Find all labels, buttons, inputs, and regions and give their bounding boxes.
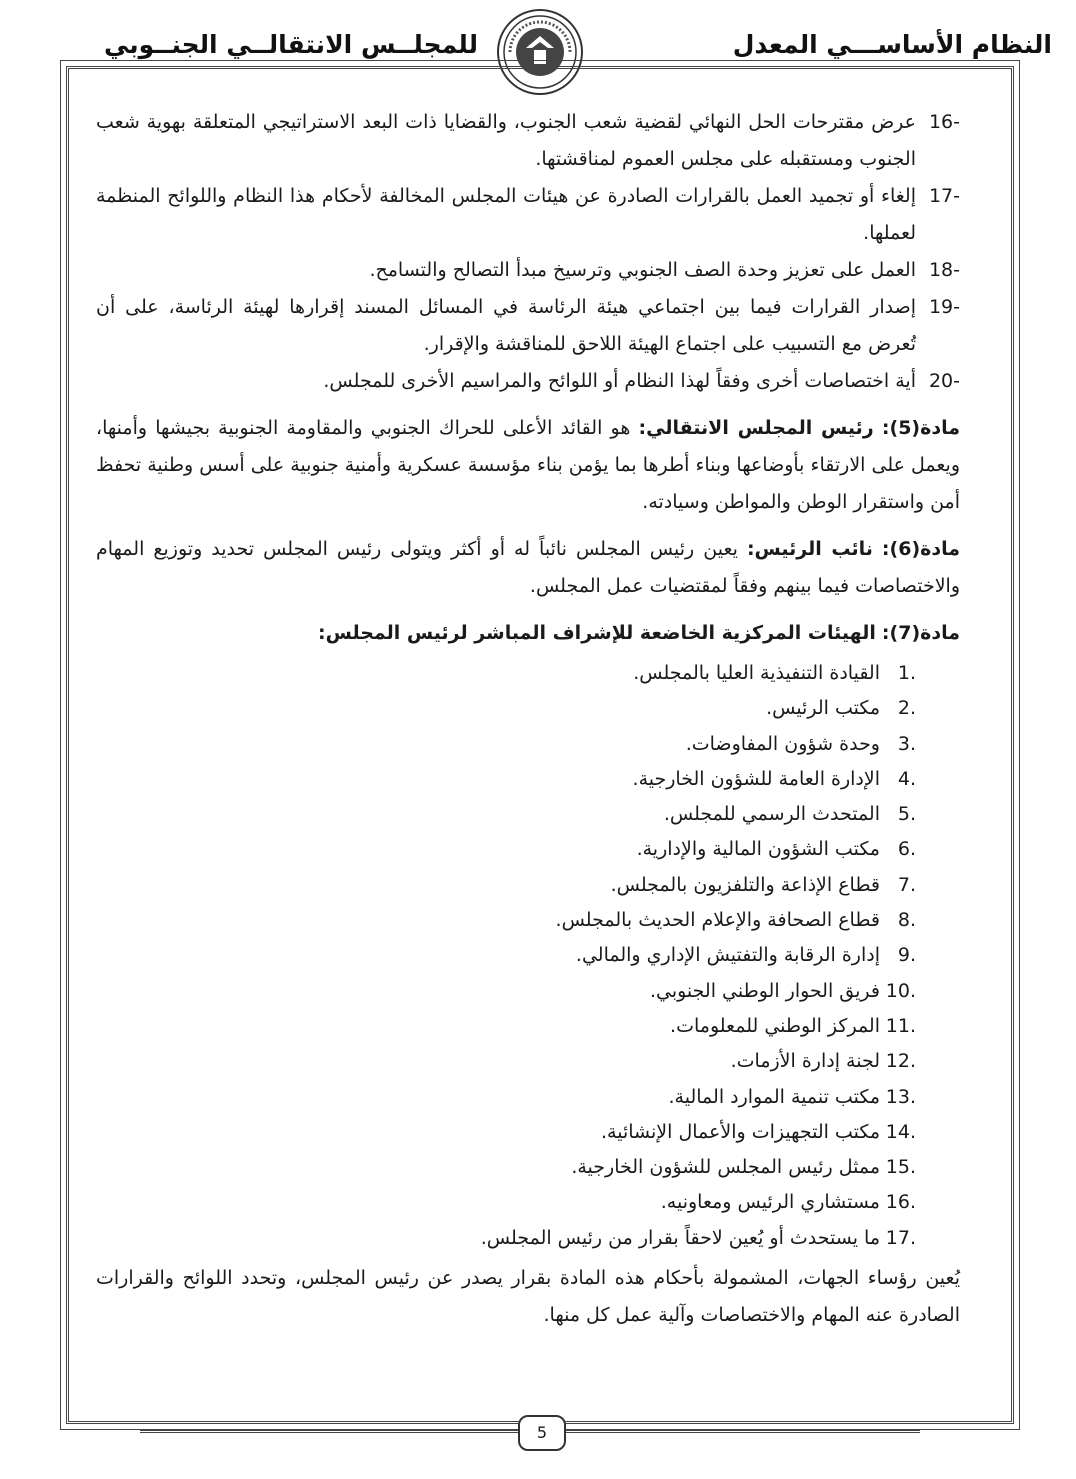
article-body: هو القائد الأعلى للحراك الجنوبي والمقاومة الجنوبية بجيشها وأمنها، ويعمل على الارتقاء بأوضاعها وبناء أطرها بما يؤمن بناء مؤسسة عسكرية وأمنية جنوبية على أسس وطنية تحفظ أمن واستقرار الوطن والمواطن وسيادته. [96,417,960,513]
item-number: -20 [928,370,960,392]
article-title: الهيئات المركزية الخاضعة للإشراف المباشر لرئيس المجلس: [318,622,876,644]
item-number: -18 [928,259,960,281]
list-item [96,252,960,289]
list-item: .13 مكتب تنمية الموارد المالية. [668,1085,916,1108]
list-item: .11 المركز الوطني للمعلومات. [670,1014,916,1037]
list-item: .15 ممثل رئيس المجلس للشؤون الخارجية. [571,1156,916,1179]
item-text: إصدار القرارات فيما بين اجتماعي هيئة الرئاسة في المسائل المسند إقرارها لهيئة الرئاسة، على أن تُعرض مع التسبيب على اجتماع الهيئة اللاحق للمناقشة والإقرار. [96,296,916,355]
list-item: .16 مستشاري الرئيس ومعاونيه. [660,1191,916,1214]
page-footer [60,1410,1020,1460]
list-item: .9 إدارة الرقابة والتفتيش الإداري والمالي. [575,944,916,967]
article-title: نائب الرئيس: [746,538,873,560]
item-number: -19 [928,296,960,318]
header-right-title: النظام الأساســـي المعدل [732,30,1052,59]
article-6 [96,531,960,605]
list-item [96,104,960,178]
article-5 [96,410,960,521]
list-item: .10 فريق الحوار الوطني الجنوبي. [649,979,916,1002]
article-label: مادة(5): [881,417,960,439]
article-7 [96,615,960,652]
item-text: أية اختصاصات أخرى وفقاً لهذا النظام أو اللوائح والمراسيم الأخرى للمجلس. [323,370,916,392]
list-item: .8 قطاع الصحافة والإعلام الحديث بالمجلس. [555,909,916,932]
footer-rule-right [510,1430,920,1433]
item-text: العمل على تعزيز وحدة الصف الجنوبي وترسيخ مبدأ التصالح والتسامح. [369,259,916,281]
list-item: .4 الإدارة العامة للشؤون الخارجية. [632,767,916,790]
list-item: .17 ما يستحدث أو يُعين لاحقاً بقرار من رئيس المجلس. [480,1226,916,1249]
item-number: -16 [928,111,960,133]
article-label: مادة(7): [881,622,960,644]
central-bodies-list [96,656,960,1256]
document-body [96,104,960,1334]
header-left-title: للمجلــس الانتقالــي الجنــوبي [104,30,478,59]
list-item: .3 وحدة شؤون المفاوضات. [685,732,916,755]
item-text: عرض مقترحات الحل النهائي لقضية شعب الجنوب، والقضايا ذات البعد الاستراتيجي المتعلقة بهوية شعب الجنوب ومستقبله على مجلس العموم لمناقشتها. [96,111,916,170]
list-item: .14 مكتب التجهيزات والأعمال الإنشائية. [601,1120,916,1143]
list-item: .2 مكتب الرئيس. [766,697,916,720]
closing-paragraph: يُعين رؤساء الجهات، المشمولة بأحكام هذه المادة بقرار يصدر عن رئيس المجلس، وتحدد اللوائح والقرارات الصادرة عنه المهام والاختصاصات وآلية عمل كل منها. [96,1267,960,1327]
article-body: يعين رئيس المجلس نائباً له أو أكثر ويتولى رئيس المجلس تحديد وتوزيع المهام والاختصاصات فيما بينهم وفقاً لمقتضيات عمل المجلس. [96,538,960,597]
article-label: مادة(6): [881,538,960,560]
article-title: رئيس المجلس الانتقالي: [638,417,874,439]
item-number: -17 [928,185,960,207]
list-item [96,289,960,363]
list-item: .1 القيادة التنفيذية العليا بالمجلس. [633,662,916,684]
list-item: .6 مكتب الشؤون المالية والإدارية. [636,838,916,861]
list-item [96,178,960,252]
page-number: 5 [518,1415,566,1451]
item-text: إلغاء أو تجميد العمل بالقرارات الصادرة عن هيئات المجلس المخالفة لأحكام هذا النظام واللوائح المنظمة لعملها. [96,185,916,244]
footer-rule-left [140,1430,550,1433]
list-item: .5 المتحدث الرسمي للمجلس. [663,803,916,826]
list-item: .12 لجنة إدارة الأزمات. [730,1050,916,1073]
list-item: .7 قطاع الإذاعة والتلفزيون بالمجلس. [610,873,916,896]
list-item [96,363,960,400]
